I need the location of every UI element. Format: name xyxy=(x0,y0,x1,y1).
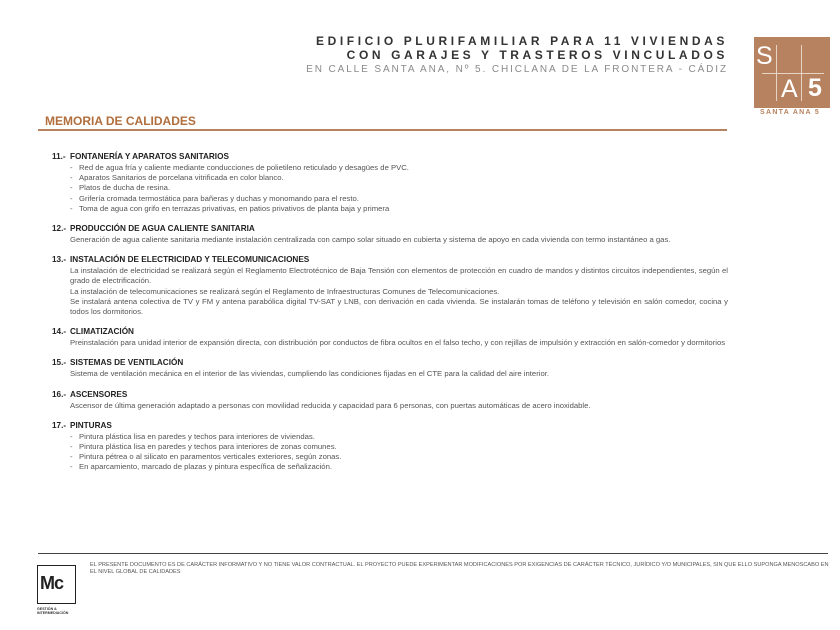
section-number: 11.- xyxy=(52,152,66,161)
list-item: - En aparcamiento, marcado de plazas y pintura específica de señalización. xyxy=(70,462,728,472)
list-item: - Pintura plástica lisa en paredes y techos para interiores de viviendas. xyxy=(70,432,728,442)
section-heading-text: PINTURAS xyxy=(70,420,112,430)
section-electricidad xyxy=(52,254,728,317)
logo-divider-vertical-right xyxy=(801,45,802,101)
list-item: - Red de agua fría y caliente mediante conducciones de polietileno reticulado y desagües de PVC. xyxy=(70,163,728,173)
section-body xyxy=(52,369,728,379)
section-ascensores xyxy=(52,389,728,411)
section-heading-text: INSTALACIÓN DE ELECTRICIDAD Y TELECOMUNICACIONES xyxy=(70,255,310,265)
section-agua-caliente xyxy=(52,223,728,245)
section-climatizacion xyxy=(52,326,728,348)
header-subtitle: EN CALLE SANTA ANA, Nº 5. CHICLANA DE LA FRONTERA - CÁDIZ xyxy=(306,64,728,75)
paragraph: Sistema de ventilación mecánica en el interior de las viviendas, cumpliendo las condiciones fijadas en el CTE para la calidad del aire interior. xyxy=(70,369,550,379)
header-title-line2: CON GARAJES Y TRASTEROS VINCULADOS xyxy=(346,48,728,62)
section-number: 17.- xyxy=(52,420,67,430)
section-title: MEMORIA DE CALIDADES xyxy=(45,114,196,128)
section-heading xyxy=(52,254,728,265)
mc-brand-caption-line2: INTERMEDIACIÓN xyxy=(37,611,69,616)
list-item: - Pintura pétrea o al silicato en paramentos verticales exteriores, según zonas. xyxy=(70,452,728,462)
section-number: 13.- xyxy=(52,255,67,265)
section-body xyxy=(52,163,728,214)
section-number: 16.- xyxy=(52,389,67,399)
section-heading xyxy=(52,420,728,431)
section-body xyxy=(52,266,728,317)
section-heading-text: ASCENSORES xyxy=(70,389,128,399)
list-item: - Aparatos Sanitarios de porcelana vitrificada en color blanco. xyxy=(70,173,728,183)
mc-brand-caption xyxy=(37,607,68,615)
section-heading xyxy=(52,223,728,234)
section-fontaneria xyxy=(52,151,728,214)
section-body xyxy=(52,401,728,411)
paragraph: La instalación de telecomunicaciones se realizará según el Reglamento de Infraestructuras Comunes de Telecomunicaciones. xyxy=(70,286,500,296)
section-number: 15.- xyxy=(52,358,67,368)
list-item: - Platos de ducha de resina. xyxy=(70,183,728,193)
memoria-content xyxy=(52,151,728,473)
section-body xyxy=(52,338,728,348)
paragraph: La instalación de electricidad se realizará según el Reglamento Electrotécnico de Baja Tensión con elementos de protección en cuadro de mandos y distintos circuitos independientes, según el grado de electrificación. xyxy=(70,266,728,286)
paragraph: Preinstalación para unidad interior de expansión directa, con distribución por conductos de fibra ocultos en el falso techo, y con rejillas de impulsión y extracción en salón-comedor y dormitorios xyxy=(70,338,726,348)
paragraph: Ascensor de última generación adaptado a personas con movilidad reducida y capacidad para 6 personas, con puertas automáticas de acero inoxidable. xyxy=(70,400,591,410)
paragraph: Generación de agua caliente sanitaria mediante instalación centralizada con campo solar situado en cubierta y sistema de apoyo en cada vivienda con termo instantáneo a gas. xyxy=(70,235,671,245)
santa-ana-logo xyxy=(754,37,830,108)
section-title-rule xyxy=(38,129,727,131)
mc-brand-mark: Mc xyxy=(40,573,64,593)
section-heading xyxy=(52,389,728,400)
section-pinturas xyxy=(52,420,728,473)
header-title-line1: EDIFICIO PLURIFAMILIAR PARA 11 VIVIENDAS xyxy=(315,34,728,48)
section-heading xyxy=(52,151,728,162)
section-body xyxy=(52,235,728,245)
section-heading-text: FONTANERÍA Y APARATOS SANITARIOS xyxy=(70,152,229,161)
section-number: 12.- xyxy=(52,224,67,234)
logo-caption: SANTA ANA 5 xyxy=(760,109,821,116)
list-item: - Grifería cromada termostática para bañeras y duchas y monomando para el resto. xyxy=(70,194,728,204)
section-heading xyxy=(52,357,728,368)
logo-letter-a: A xyxy=(781,75,798,103)
section-heading-text: PRODUCCIÓN DE AGUA CALIENTE SANITARIA xyxy=(70,224,255,234)
logo-number-5: 5 xyxy=(808,74,822,102)
section-ventilacion xyxy=(52,357,728,379)
logo-letter-s: S xyxy=(756,42,773,70)
bullet-list xyxy=(70,163,728,214)
section-number: 14.- xyxy=(52,327,67,337)
section-body xyxy=(52,432,728,473)
footer-disclaimer: EL PRESENTE DOCUMENTO ES DE CARÁCTER INFORMATIVO Y NO TIENE VALOR CONTRACTUAL. EL PROYECTO PUEDE EXPERIMENTAR MODIFICACIONES POR EXIGENCIAS DE CARÁCTER TÉCNICO, JURÍDICO Y/O MUNICIPALES, SIN QUE ELLO SUPONGA MENOSCABO EN EL NIVEL GLOBAL DE CALIDADES xyxy=(90,562,829,576)
paragraph: Se instalará antena colectiva de TV y FM y antena parabólica digital TV-SAT y LNB, con derivación en cada vivienda. Se instalarán tomas de teléfono y televisión en salón comedor, cocina y todos los dormitorios. xyxy=(70,296,728,317)
mc-brand-logo xyxy=(37,565,76,604)
list-item: - Pintura plástica lisa en paredes y techos para interiores de zonas comunes. xyxy=(70,442,728,452)
section-heading-text: CLIMATIZACIÓN xyxy=(70,327,134,337)
list-item: - Toma de agua con grifo en terrazas privativas, en patios privativos de planta baja y primera xyxy=(70,204,728,214)
footer-rule xyxy=(38,553,828,554)
section-heading-text: SISTEMAS DE VENTILACIÓN xyxy=(70,358,184,368)
mc-brand-caption-line1: GESTIÓN & xyxy=(37,607,57,611)
section-heading xyxy=(52,326,728,337)
bullet-list xyxy=(70,432,728,473)
